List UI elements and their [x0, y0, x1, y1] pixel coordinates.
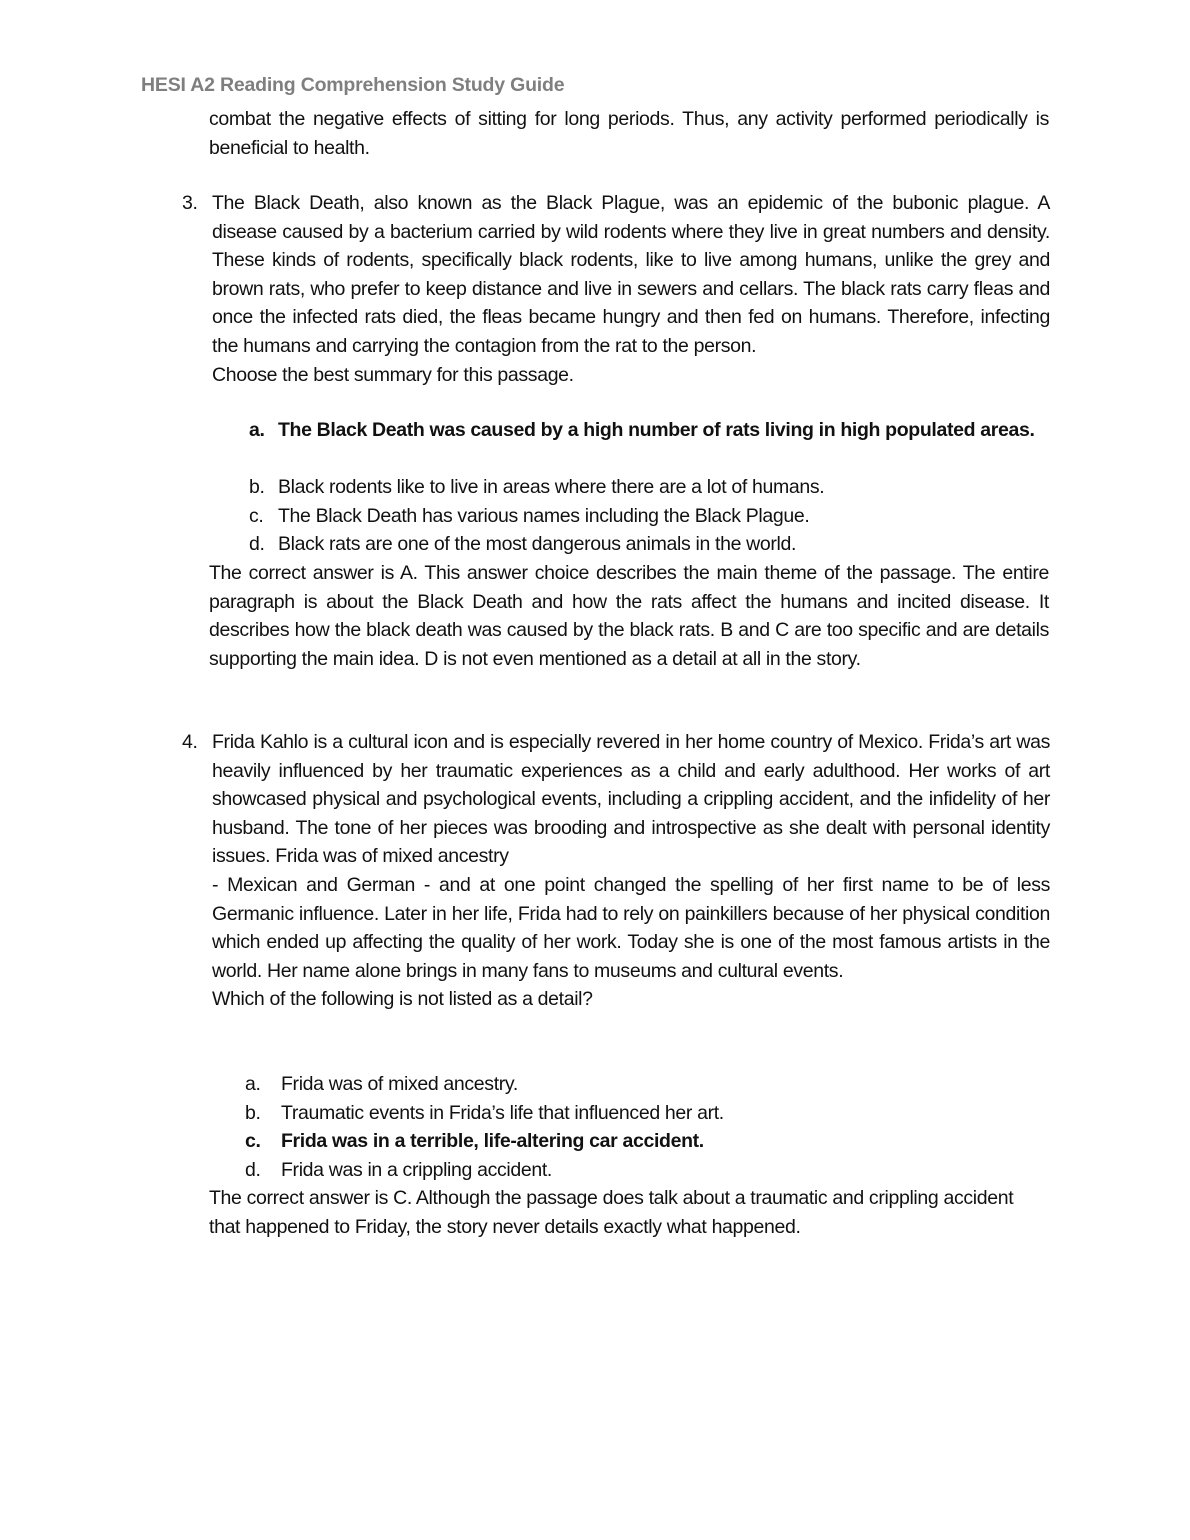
- carryover-paragraph: combat the negative effects of sitting for long periods. Thus, any activity performed periodically is beneficial to health.: [209, 108, 1049, 159]
- answer-option-d: [245, 1156, 1045, 1185]
- question-passage: The Black Death, also known as the Black Plague, was an epidemic of the bubonic plague. A disease caused by a bacterium carried by wild rodents where they live in great numbers and density. These kinds of rodents, specifically black rodents, like to live among humans, unlike the grey and brown rats, who prefer to keep distance and live in sewers and cellars. The black rats carry fleas and once the infected rats died, the fleas became hungry and then fed on humans. Therefore, infecting the humans and carrying the contagion from the rat to the person.: [212, 192, 1050, 357]
- option-letter: a.: [245, 1073, 261, 1095]
- answer-option-c: [249, 502, 1049, 531]
- answer-option-a: [245, 1070, 1045, 1099]
- option-text: Frida was in a crippling accident.: [281, 1158, 552, 1181]
- option-text: Frida was of mixed ancestry.: [281, 1073, 518, 1095]
- question-prompt: Which of the following is not listed as a detail?: [212, 988, 593, 1011]
- question-prompt: Choose the best summary for this passage.: [212, 363, 574, 386]
- question-number: 3.: [182, 192, 198, 214]
- option-letter: b.: [249, 476, 265, 499]
- answer-option-b: [245, 1099, 1045, 1128]
- question-passage-continued: - Mexican and German - and at one point changed the spelling of her first name to be of less Germanic influence. Later in her life, Frida had to rely on painkillers because of her physical condition which ended up affecting the quality of her work. Today she is one of the most famous artists in the world. Her name alone brings in many fans to museums and cultural events.: [212, 873, 1050, 982]
- option-letter: c.: [245, 1130, 261, 1153]
- option-text: The Black Death was caused by a high number of rats living in high populated areas.: [278, 419, 1035, 441]
- option-letter: d.: [249, 533, 265, 556]
- answer-option-d: [249, 530, 1049, 559]
- option-text: Black rodents like to live in areas where there are a lot of humans.: [278, 476, 825, 499]
- question-passage: Frida Kahlo is a cultural icon and is especially revered in her home country of Mexico. Frida’s art was heavily influenced by her traumatic experiences as a child and early adulthood. Her works of art showcased physical and psychological events, including a crippling accident, and the infidelity of her husband. The tone of her pieces was brooding and introspective as she dealt with personal identity issues. Frida was of mixed ancestry: [212, 731, 1050, 868]
- answer-option-a: [249, 416, 1049, 473]
- option-letter: a.: [249, 419, 265, 441]
- option-letter: d.: [245, 1158, 261, 1181]
- option-text: The Black Death has various names including the Black Plague.: [278, 504, 810, 527]
- question-body: [212, 189, 1050, 389]
- question-body: [212, 728, 1050, 1014]
- answer-options-list: [249, 416, 1049, 559]
- option-letter: b.: [245, 1101, 261, 1124]
- page-header-title: HESI A2 Reading Comprehension Study Guide: [141, 74, 565, 96]
- answer-option-b: [249, 473, 1049, 502]
- option-letter: c.: [249, 504, 264, 527]
- option-text: Black rats are one of the most dangerous animals in the world.: [278, 533, 797, 556]
- answer-option-c: [245, 1127, 1045, 1156]
- question-number: 4.: [182, 731, 198, 753]
- answer-explanation: The correct answer is A. This answer choice describes the main theme of the passage. The entire paragraph is about the Black Death and how the rats affect the humans and incited disease. It describes how the black death was caused by the black rats. B and C are too specific and are details supporting the main idea. D is not even mentioned as a detail at all in the story.: [209, 562, 1049, 670]
- option-text: Frida was in a terrible, life-altering car accident.: [281, 1130, 704, 1153]
- answer-explanation: The correct answer is C. Although the passage does talk about a traumatic and crippling accident that happened to Friday, the story never details exactly what happened.: [209, 1187, 1014, 1238]
- option-text: Traumatic events in Frida’s life that influenced her art.: [281, 1101, 724, 1124]
- answer-options-list: [245, 1070, 1045, 1184]
